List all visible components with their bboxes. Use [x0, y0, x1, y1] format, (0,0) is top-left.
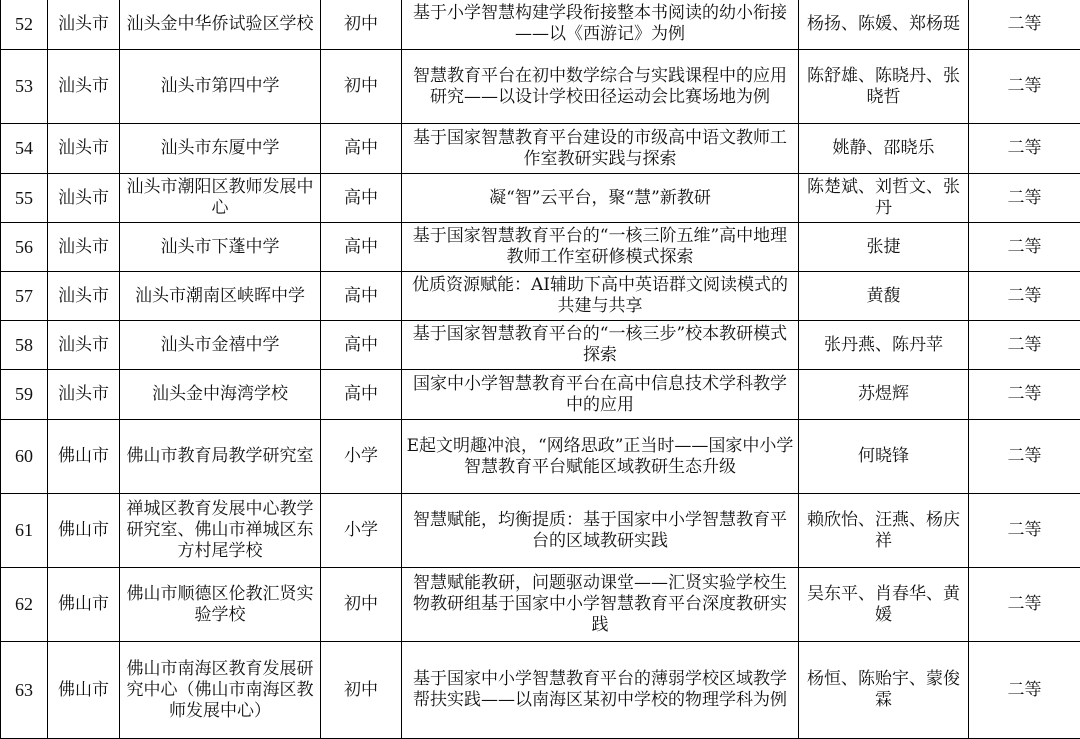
title-cell: 基于国家智慧教育平台建设的市级高中语文教师工作室教研实践与探索 — [402, 124, 799, 174]
row-number: 58 — [1, 321, 48, 370]
title-cell: 基于国家智慧教育平台的“一核三步”校本教研模式探索 — [402, 321, 799, 370]
school-cell: 佛山市顺德区伦教汇贤实验学校 — [120, 568, 321, 642]
table-row — [1, 370, 1080, 420]
authors-cell: 赖欣怡、汪燕、杨庆祥 — [799, 494, 969, 568]
level-cell: 高中 — [321, 370, 402, 420]
table-row — [1, 568, 1080, 642]
award-cell: 二等 — [969, 568, 1080, 642]
title-cell: 基于国家中小学智慧教育平台的薄弱学校区域教学帮扶实践——以南海区某初中学校的物理学科为例 — [402, 642, 799, 739]
authors-cell: 何晓锋 — [799, 420, 969, 494]
level-cell: 小学 — [321, 420, 402, 494]
city-cell: 汕头市 — [48, 50, 120, 124]
title-cell: 优质资源赋能：AI辅助下高中英语群文阅读模式的共建与共享 — [402, 272, 799, 321]
title-cell: 凝“智”云平台，聚“慧”新教研 — [402, 174, 799, 223]
award-cell: 二等 — [969, 420, 1080, 494]
row-number: 55 — [1, 174, 48, 223]
level-cell: 初中 — [321, 50, 402, 124]
city-cell: 佛山市 — [48, 642, 120, 739]
award-cell: 二等 — [969, 494, 1080, 568]
city-cell: 汕头市 — [48, 124, 120, 174]
city-cell: 佛山市 — [48, 420, 120, 494]
authors-cell: 杨恒、陈贻宇、蒙俊霖 — [799, 642, 969, 739]
city-cell: 汕头市 — [48, 223, 120, 272]
title-cell: 智慧赋能教研，问题驱动课堂——汇贤实验学校生物教研组基于国家中小学智慧教育平台深度教研实践 — [402, 568, 799, 642]
table-row — [1, 321, 1080, 370]
table-row — [1, 420, 1080, 494]
city-cell: 汕头市 — [48, 370, 120, 420]
level-cell: 初中 — [321, 642, 402, 739]
title-cell: E起文明趣冲浪，“网络思政”正当时——国家中小学智慧教育平台赋能区域教研生态升级 — [402, 420, 799, 494]
school-cell: 汕头金中海湾学校 — [120, 370, 321, 420]
award-cell: 二等 — [969, 272, 1080, 321]
level-cell: 初中 — [321, 568, 402, 642]
school-cell: 禅城区教育发展中心教学研究室、佛山市禅城区东方村尾学校 — [120, 494, 321, 568]
authors-cell: 张捷 — [799, 223, 969, 272]
authors-cell: 陈舒雄、陈晓丹、张晓哲 — [799, 50, 969, 124]
table-row — [1, 124, 1080, 174]
school-cell: 佛山市教育局教学研究室 — [120, 420, 321, 494]
school-cell: 汕头市东厦中学 — [120, 124, 321, 174]
school-cell: 汕头市潮南区峡晖中学 — [120, 272, 321, 321]
row-number: 54 — [1, 124, 48, 174]
row-number: 63 — [1, 642, 48, 739]
level-cell: 高中 — [321, 124, 402, 174]
award-cell: 二等 — [969, 124, 1080, 174]
level-cell: 高中 — [321, 174, 402, 223]
level-cell: 高中 — [321, 272, 402, 321]
level-cell: 高中 — [321, 223, 402, 272]
row-number: 62 — [1, 568, 48, 642]
city-cell: 汕头市 — [48, 272, 120, 321]
title-cell: 智慧赋能，均衡提质：基于国家中小学智慧教育平台的区域教研实践 — [402, 494, 799, 568]
school-cell: 汕头市金禧中学 — [120, 321, 321, 370]
school-cell: 汕头市潮阳区教师发展中心 — [120, 174, 321, 223]
award-cell: 二等 — [969, 174, 1080, 223]
row-number: 60 — [1, 420, 48, 494]
authors-cell: 吴东平、肖春华、黄媛 — [799, 568, 969, 642]
award-cell: 二等 — [969, 0, 1080, 50]
row-number: 59 — [1, 370, 48, 420]
authors-cell: 姚静、邵晓乐 — [799, 124, 969, 174]
award-cell: 二等 — [969, 642, 1080, 739]
school-cell: 汕头金中华侨试验区学校 — [120, 0, 321, 50]
school-cell: 佛山市南海区教育发展研究中心（佛山市南海区教师发展中心） — [120, 642, 321, 739]
row-number: 56 — [1, 223, 48, 272]
school-cell: 汕头市第四中学 — [120, 50, 321, 124]
city-cell: 佛山市 — [48, 494, 120, 568]
authors-cell: 黄馥 — [799, 272, 969, 321]
table-row — [1, 494, 1080, 568]
award-cell: 二等 — [969, 50, 1080, 124]
title-cell: 基于小学智慧构建学段衔接整本书阅读的幼小衔接——以《西游记》为例 — [402, 0, 799, 50]
title-cell: 基于国家智慧教育平台的“一核三阶五维”高中地理教师工作室研修模式探索 — [402, 223, 799, 272]
row-number: 61 — [1, 494, 48, 568]
row-number: 57 — [1, 272, 48, 321]
award-cell: 二等 — [969, 321, 1080, 370]
city-cell: 汕头市 — [48, 174, 120, 223]
table-body — [1, 0, 1080, 739]
title-cell: 国家中小学智慧教育平台在高中信息技术学科教学中的应用 — [402, 370, 799, 420]
row-number: 53 — [1, 50, 48, 124]
authors-cell: 杨扬、陈媛、郑杨珽 — [799, 0, 969, 50]
table-row — [1, 642, 1080, 739]
authors-cell: 张丹燕、陈丹苹 — [799, 321, 969, 370]
table-row — [1, 272, 1080, 321]
award-cell: 二等 — [969, 370, 1080, 420]
award-cell: 二等 — [969, 223, 1080, 272]
table-row — [1, 174, 1080, 223]
authors-cell: 陈楚斌、刘哲文、张丹 — [799, 174, 969, 223]
table-row — [1, 50, 1080, 124]
row-number: 52 — [1, 0, 48, 50]
authors-cell: 苏煜辉 — [799, 370, 969, 420]
school-cell: 汕头市下蓬中学 — [120, 223, 321, 272]
level-cell: 初中 — [321, 0, 402, 50]
table-row — [1, 0, 1080, 50]
title-cell: 智慧教育平台在初中数学综合与实践课程中的应用研究——以设计学校田径运动会比赛场地为例 — [402, 50, 799, 124]
city-cell: 佛山市 — [48, 568, 120, 642]
level-cell: 高中 — [321, 321, 402, 370]
level-cell: 小学 — [321, 494, 402, 568]
table-row — [1, 223, 1080, 272]
city-cell: 汕头市 — [48, 0, 120, 50]
city-cell: 汕头市 — [48, 321, 120, 370]
